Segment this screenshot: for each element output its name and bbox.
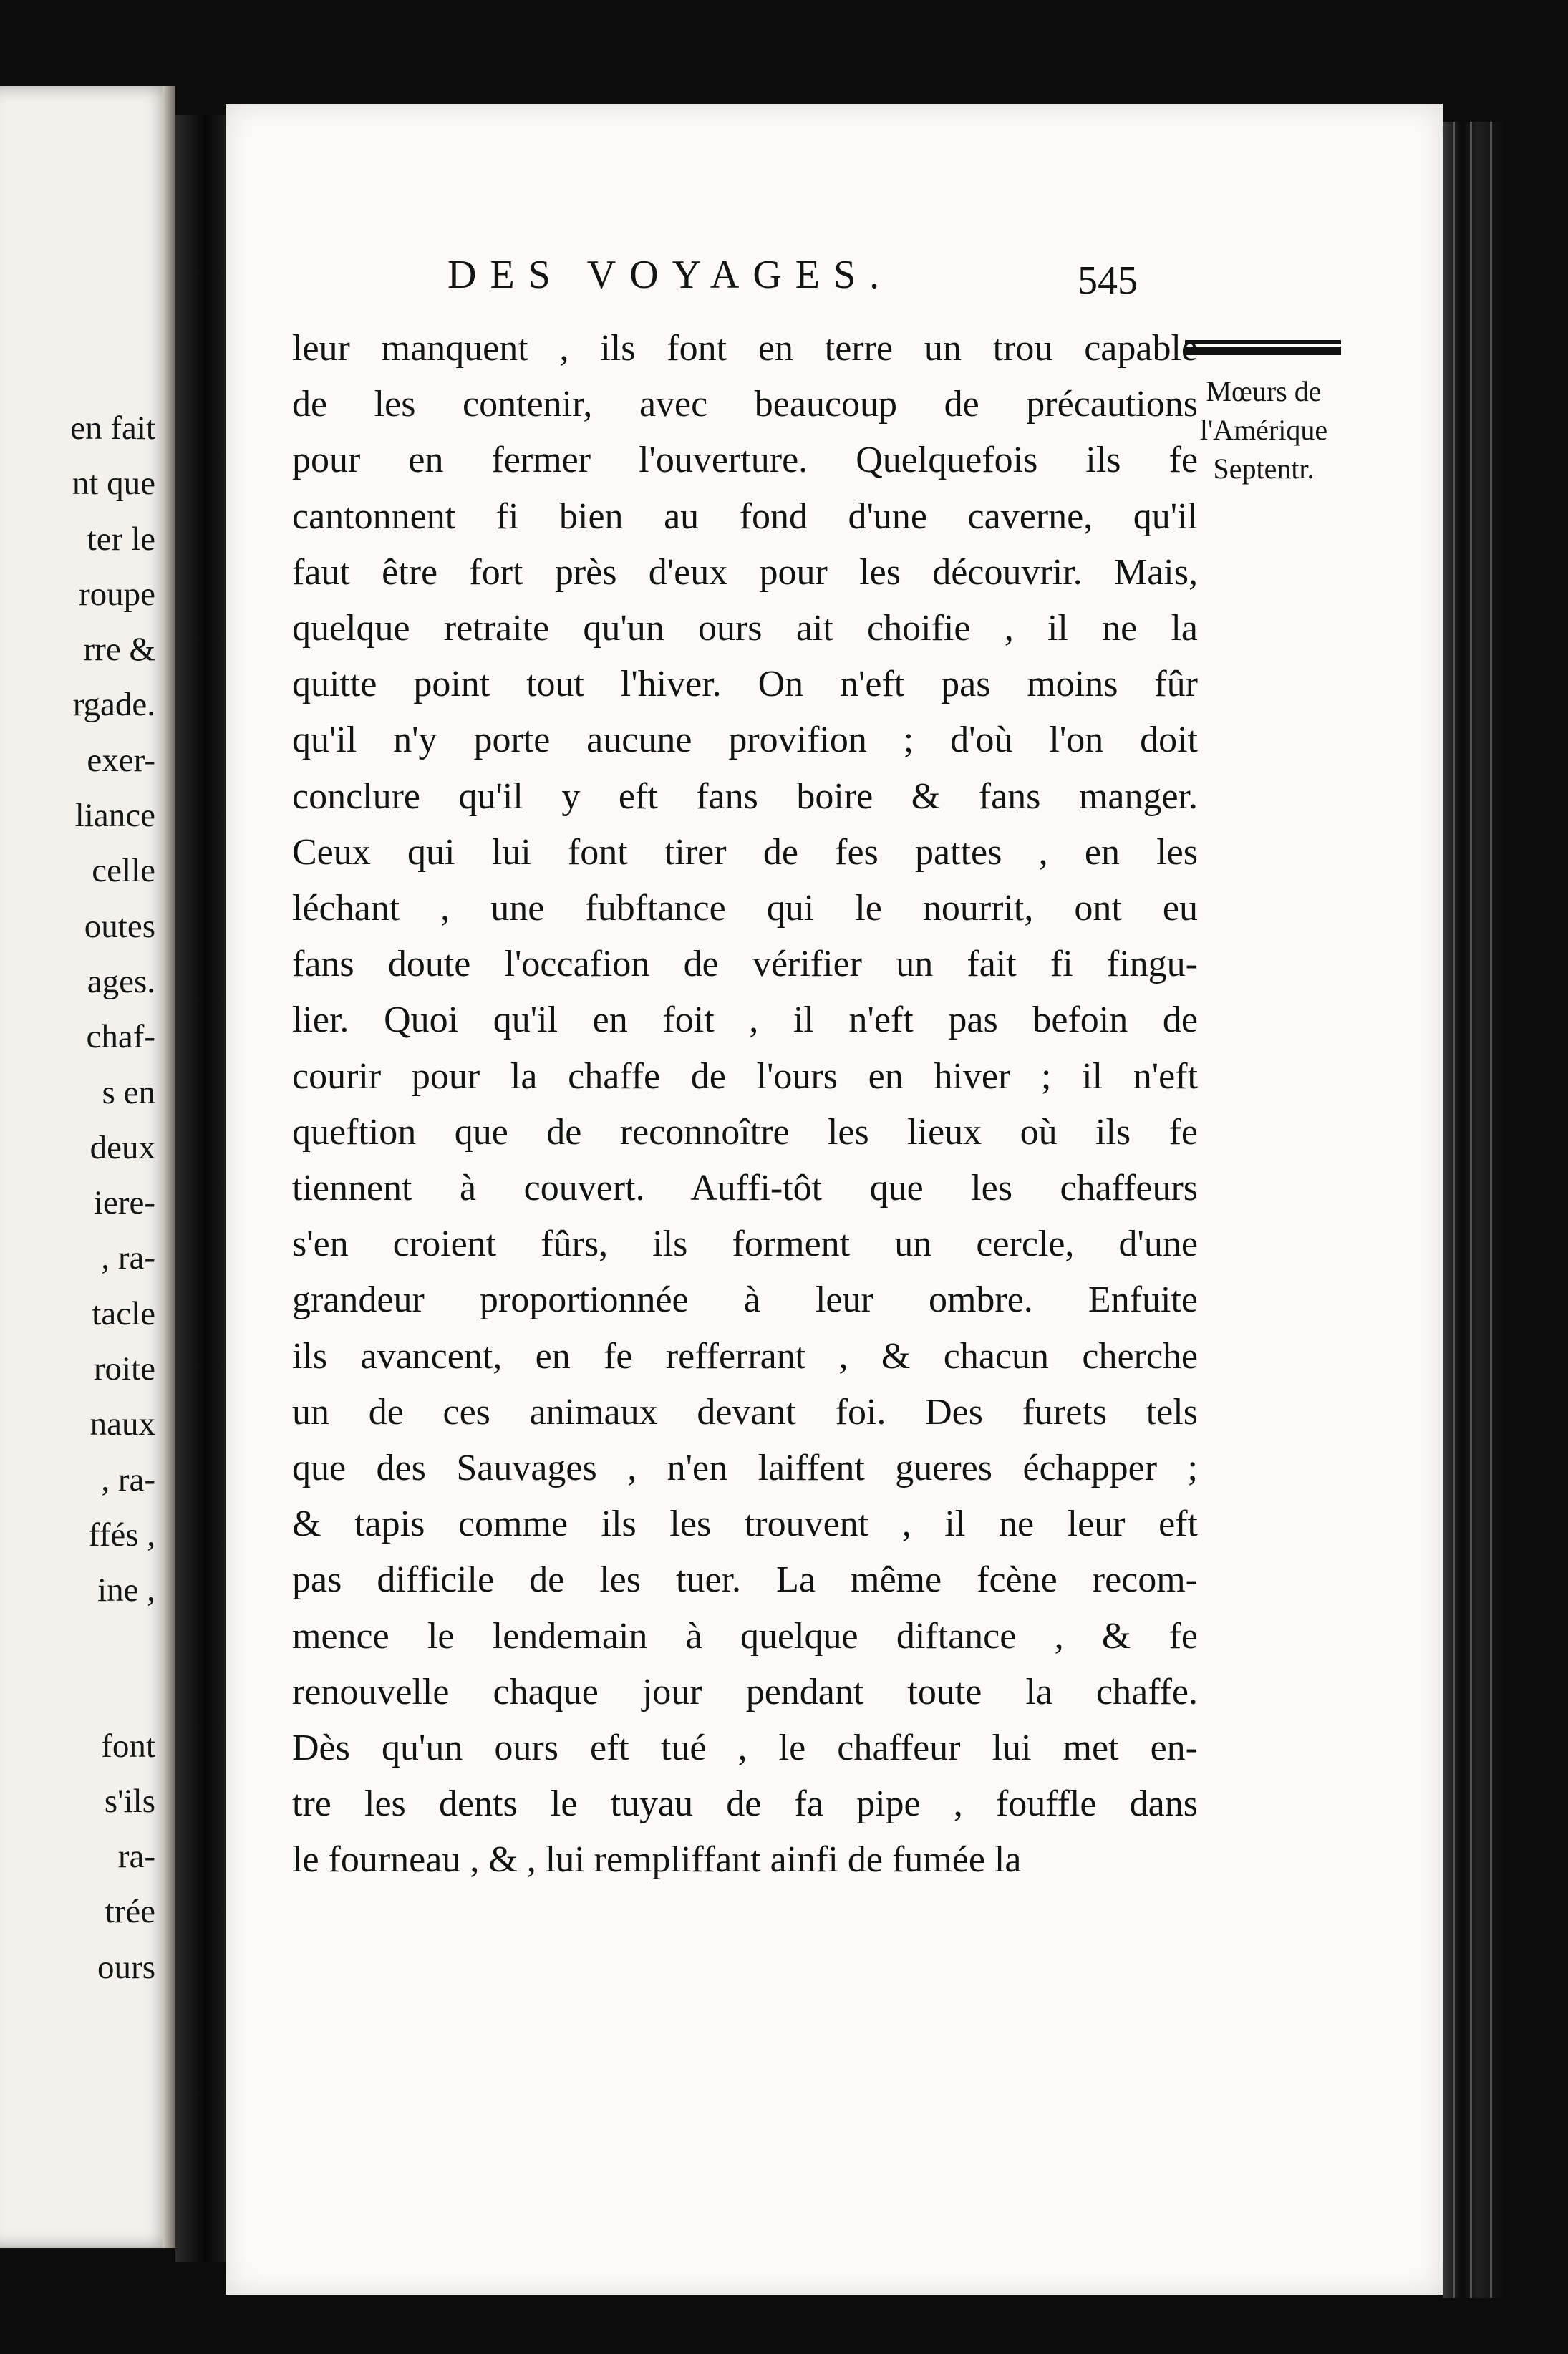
facing-page-line: font (101, 1727, 155, 1765)
facing-page-line: en fait (70, 410, 155, 447)
facing-page-line: ffés , (88, 1516, 155, 1554)
text-line: fans doute l'occafion de vérifier un fait fi fingu- (292, 944, 1198, 985)
book-spine (175, 115, 226, 2262)
facing-page-line: tacle (92, 1294, 155, 1332)
facing-page-line: roupe (78, 575, 155, 613)
facing-page-line: exer- (87, 741, 155, 779)
marginal-note-line: l'Amérique (1199, 414, 1328, 446)
text-line: courir pour la chaffe de l'ours en hiver ; il n'eft (292, 1055, 1198, 1097)
facing-page-line: s en (102, 1073, 155, 1111)
facing-page-line: , ra- (101, 1461, 155, 1498)
text-line: grandeur proportionnée à leur ombre. Enfuite (292, 1279, 1198, 1321)
running-head: DES VOYAGES. (447, 253, 894, 297)
facing-page-line: ter le (87, 520, 155, 558)
facing-page-line: outes (84, 907, 155, 945)
facing-page-line: ages. (87, 962, 155, 1000)
text-line: & tapis comme ils les trouvent , il ne leur eft (292, 1503, 1198, 1545)
facing-page-gutter (163, 86, 175, 2248)
marginal-rule (1185, 340, 1341, 359)
facing-page-line: rgade. (72, 686, 155, 724)
text-line: mence le lendemain à quelque diftance , & fe (292, 1615, 1198, 1657)
facing-page-line: s'ils (104, 1782, 155, 1820)
text-line: faut être fort près d'eux pour les découvrir. Mais, (292, 551, 1198, 593)
text-line: un de ces animaux devant foi. Des furets tels (292, 1391, 1198, 1433)
page-number: 545 (1078, 258, 1138, 303)
text-line: Ceux qui lui font tirer de fes pattes , en les (292, 831, 1198, 873)
text-line: lier. Quoi qu'il en foit , il n'eft pas befoin de (292, 999, 1198, 1041)
facing-page-line: iere- (93, 1184, 155, 1222)
text-line: pas difficile de les tuer. La même fcène recom- (292, 1559, 1198, 1601)
marginal-rule-thick (1185, 347, 1341, 355)
text-line: Dès qu'un ours eft tué , le chaffeur lui met en- (292, 1728, 1198, 1769)
text-line: tre les dents le tuyau de fa pipe , fouffle dans (292, 1783, 1198, 1825)
text-line: pour en fermer l'ouverture. Quelquefois ils fe (292, 440, 1198, 481)
facing-page-line: naux (89, 1405, 155, 1443)
facing-page-line: liance (74, 797, 155, 835)
text-line: le fourneau , & , lui rempliffant ainfi de fumée la (292, 1839, 1022, 1881)
text-line: ils avancent, en fe refferrant , & chacun cherche (292, 1335, 1198, 1377)
text-line: cantonnent fi bien au fond d'une caverne, qu'il (292, 495, 1198, 537)
facing-page-line: roite (93, 1350, 155, 1388)
text-line: que des Sauvages , n'en laiffent gueres échapper ; (292, 1448, 1198, 1489)
marginal-note (1174, 372, 1353, 488)
facing-page-line: deux (89, 1128, 155, 1166)
text-line: léchant , une fubftance qui le nourrit, ont eu (292, 888, 1198, 929)
facing-page-line: trée (105, 1893, 155, 1931)
text-line: leur manquent , ils font en terre un trou capable (292, 328, 1198, 369)
marginal-rule-thin (1185, 340, 1341, 344)
marginal-note-line: Septentr. (1213, 452, 1315, 485)
text-line: s'en croient fûrs, ils forment un cercle, d'une (292, 1224, 1198, 1265)
facing-page-fragment (0, 86, 175, 2248)
facing-page-line: chaf- (86, 1018, 155, 1056)
facing-page-line: rre & (83, 631, 155, 669)
marginal-note-line: Mœurs de (1206, 375, 1322, 407)
facing-page-line: ours (97, 1948, 155, 1986)
facing-page-line: ra- (117, 1838, 155, 1876)
text-line: renouvelle chaque jour pendant toute la chaffe. (292, 1671, 1198, 1713)
body-text (292, 321, 1198, 1889)
text-line: quelque retraite qu'un ours ait choifie , il ne la (292, 608, 1198, 649)
facing-page-line: ine , (97, 1571, 155, 1609)
text-line: tiennent à couvert. Auffi-tôt que les chaffeurs (292, 1168, 1198, 1209)
facing-page-line: celle (92, 852, 155, 890)
text-line: quitte point tout l'hiver. On n'eft pas moins fûr (292, 664, 1198, 705)
page-edges (1443, 122, 1507, 2298)
page-edge-line (1453, 122, 1455, 2298)
text-line: queftion que de reconnoître les lieux où ils fe (292, 1111, 1198, 1153)
facing-page-text (70, 401, 155, 1995)
page-edge-line (1470, 122, 1472, 2298)
page-edge-line (1490, 122, 1492, 2298)
facing-page-line: , ra- (101, 1239, 155, 1277)
text-line: conclure qu'il y eft fans boire & fans manger. (292, 775, 1198, 817)
text-line: de les contenir, avec beaucoup de précautions (292, 384, 1198, 425)
facing-page-line: nt que (72, 465, 155, 503)
text-line: qu'il n'y porte aucune provifion ; d'où l'on doit (292, 720, 1198, 761)
